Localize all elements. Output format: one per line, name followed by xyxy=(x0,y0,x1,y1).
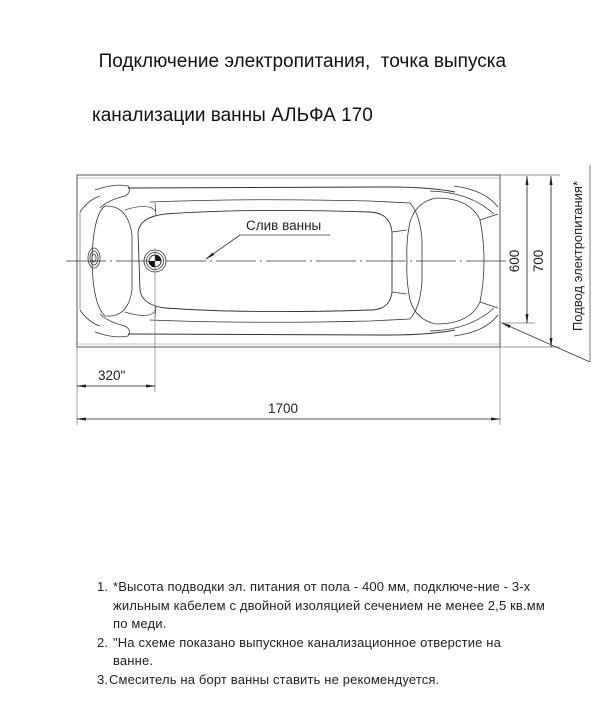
note-number: 2. xyxy=(97,634,109,650)
title-line-1: Подключение электропитания, точка выпуска xyxy=(98,51,507,72)
overflow-icon xyxy=(88,248,100,268)
note-number: 1. xyxy=(97,579,109,594)
dimension-1700-label: 1700 xyxy=(268,401,299,416)
note-text: "На схеме показано выпускное канализационное отверстие на ванне. xyxy=(113,634,501,668)
dimension-1700 xyxy=(77,401,500,419)
power-supply-label: Подвод электропитания* xyxy=(570,180,585,332)
notes-list xyxy=(97,578,553,689)
dimension-600 xyxy=(507,176,527,323)
note-item xyxy=(97,578,553,634)
note-number: 3. xyxy=(97,671,109,687)
dimension-600-label: 600 xyxy=(507,249,522,273)
dimension-320 xyxy=(77,368,155,386)
drain-icon xyxy=(144,248,166,392)
drain-label: Слив ванны xyxy=(246,218,322,233)
note-item xyxy=(97,671,549,690)
note-item xyxy=(97,634,543,671)
dimension-320-label: 320" xyxy=(98,368,126,383)
dimension-700 xyxy=(531,176,551,347)
title-line-2: канализации ванны АЛЬФА 170 xyxy=(92,105,373,126)
note-text: Смеситель на борт ванны ставить не рекомендуется. xyxy=(109,671,440,687)
drain-leader xyxy=(206,218,330,259)
dimension-700-label: 700 xyxy=(531,249,546,273)
note-text: *Высота подводки эл. питания от пола - 400 мм, подключе-ние - 3-х жильным кабелем с двойной изоляцией сечением не менее 2,5 кв.мм по меди. xyxy=(113,579,545,631)
